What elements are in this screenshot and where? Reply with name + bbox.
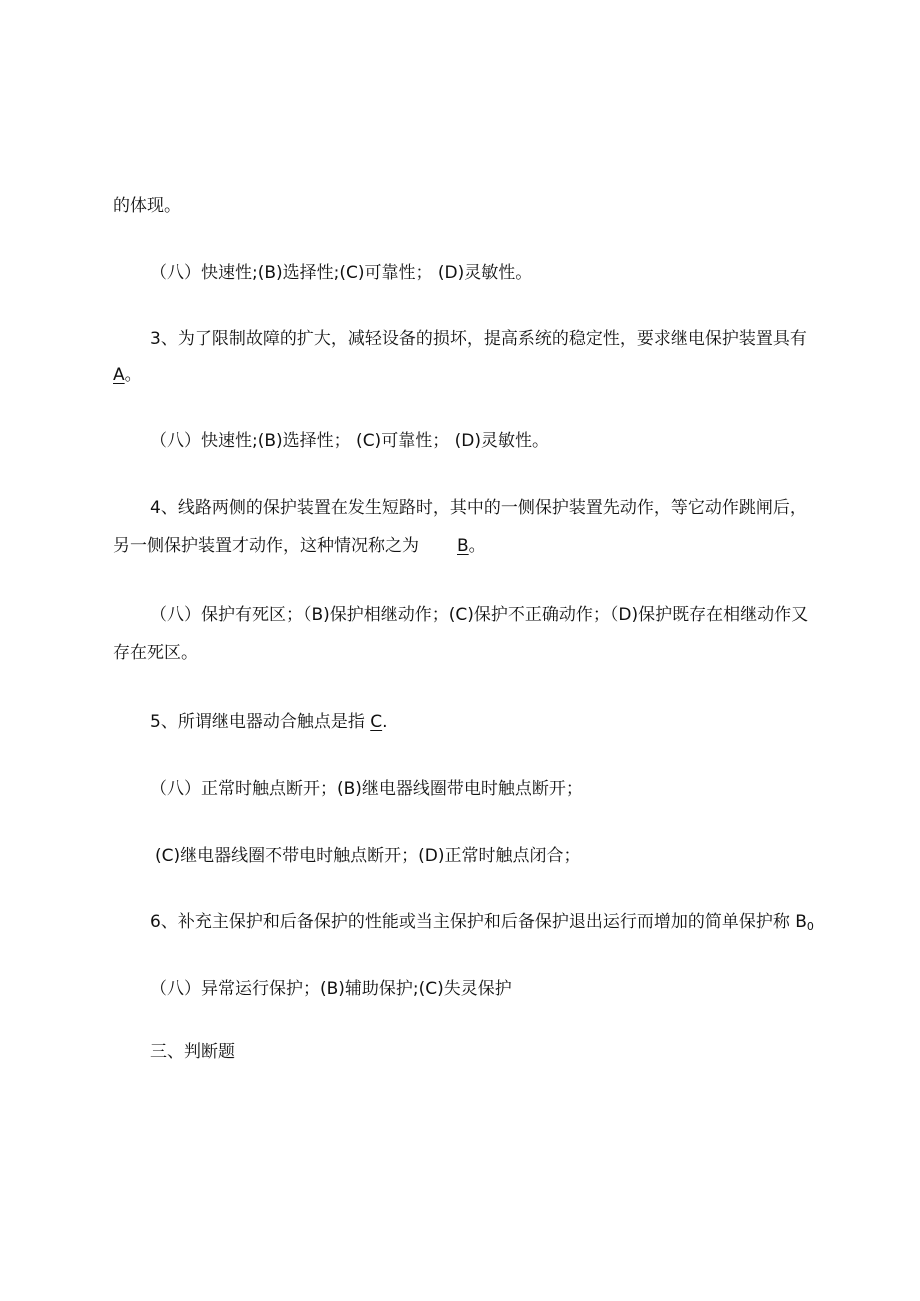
q2-options: （八）快速性;(B)选择性;(C)可靠性； (D)灵敏性。 (150, 263, 533, 283)
question-4-line-2 (113, 535, 486, 557)
question-4-line-1: 4、线路两侧的保护装置在发生短路时，其中的一侧保护装置先动作，等它动作跳闸后， (150, 498, 807, 518)
q4-options-line-2: 存在死区。 (113, 643, 198, 663)
q6-text: 6、补充主保护和后备保护的性能或当主保护和后备保护退出运行而增加的简单保护称 B (150, 912, 807, 932)
q3-options: （八）快速性;(B)选择性； (C)可靠性； (D)灵敏性。 (150, 431, 549, 451)
question-3: 3、为了限制故障的扩大，减轻设备的损坏，提高系统的稳定性，要求继电保护装置具有 (150, 329, 807, 349)
q5-answer: C (370, 712, 383, 732)
text-line-continuation: 的体现。 (113, 196, 181, 216)
q5-text: 5、所谓继电器动合触点是指 (150, 712, 365, 732)
q3-answer: A (113, 365, 125, 385)
q4-text: 另一侧保护装置才动作，这种情况称之为 (113, 536, 419, 556)
question-6 (150, 911, 814, 938)
question-5 (150, 711, 388, 733)
q5-options-line-2: (C)继电器线圈不带电时触点断开；(D)正常时触点闭合； (155, 846, 581, 866)
q5-options-line-1: （八）正常时触点断开；(B)继电器线圈带电时触点断开； (150, 779, 583, 799)
q3-end-punct: 。 (124, 365, 142, 385)
question-3-answer-line (113, 364, 142, 386)
section-heading-judgment: 三、判断题 (150, 1042, 235, 1062)
q5-end-punct: . (382, 712, 388, 732)
q6-options: （八）异常运行保护；(B)辅助保护;(C)失灵保护 (150, 979, 512, 999)
q4-end-punct: 。 (468, 536, 486, 556)
q4-answer: B (457, 536, 469, 556)
q4-options-line-1: （八）保护有死区；（B)保护相继动作；(C)保护不正确动作；（D)保护既存在相继动作又 (150, 605, 809, 625)
q6-subscript: 0 (806, 920, 814, 933)
